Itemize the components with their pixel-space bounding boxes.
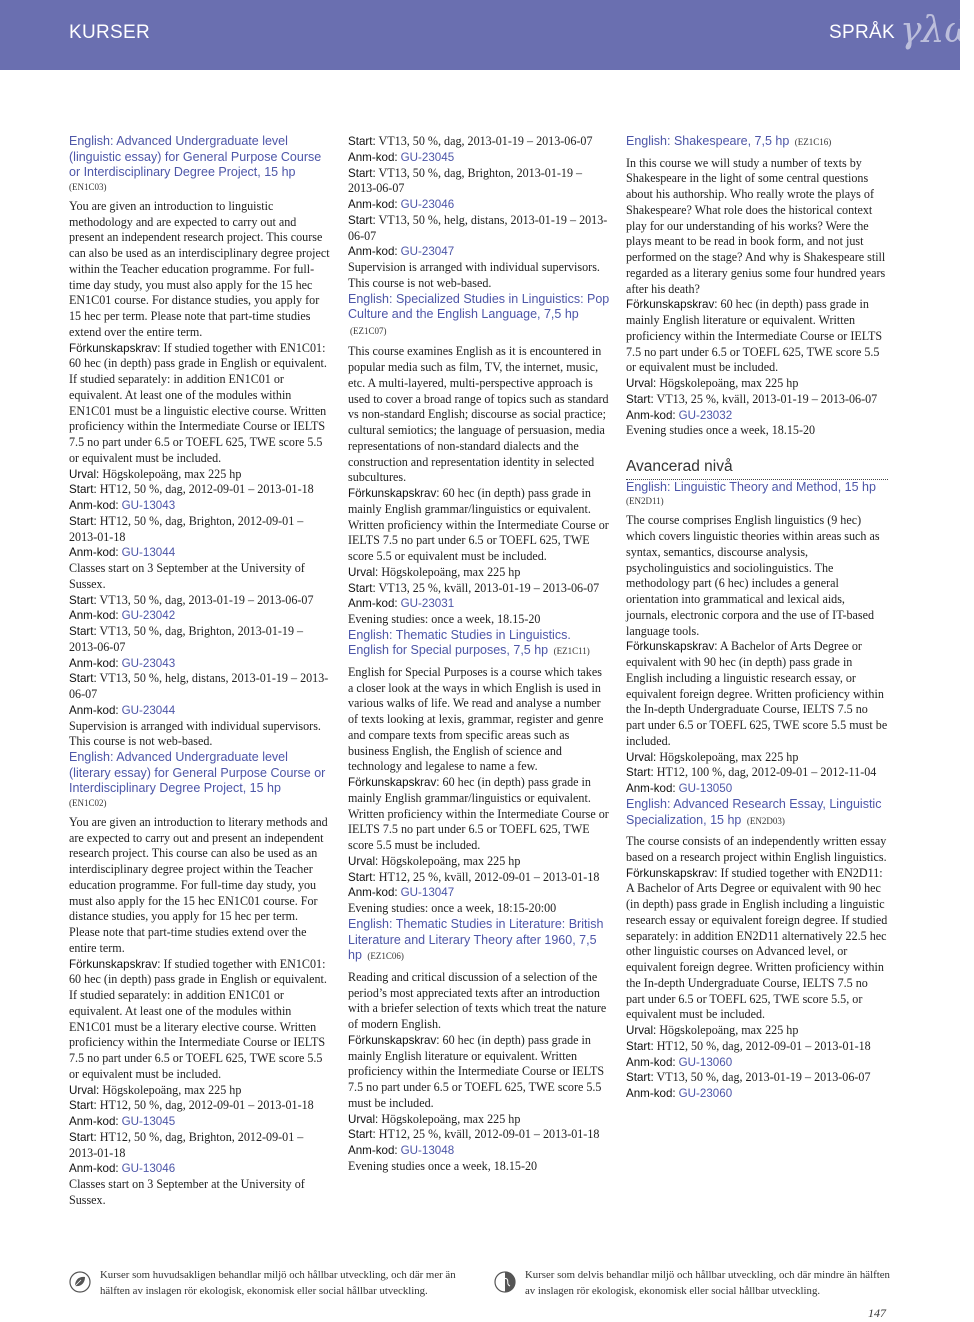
- prerequisites-text: If studied together with EN2D11: A Bachelor of Arts Degree or equivalent with 90 hec (in depth) pass grade in English including a linguistic research essay or equivalent foreign degree. If studied separately: in addition EN2D11 alternatively 22.5 hec other linguistic courses on Advanced level, or equivalent foreign degree. Written proficiency within the In-depth Undergraduate Course, IELTS 7.5 no part under 6.5 or TOEFL 625, TWE score 5.5, or equivalent must be included.: [626, 865, 888, 1022]
- course-description: The course consists of an independently written essay based on a research project within English linguistics.: [626, 834, 887, 864]
- start-text: VT13, 25 %, kväll, 2013-01-19 – 2013-06-07: [656, 391, 878, 406]
- course-note: Classes start on 3 September at the University of Sussex.: [69, 561, 305, 591]
- start-row: [626, 1039, 888, 1055]
- prerequisites-text: 60 hec (in depth) pass grade in mainly English literature or equivalent. Written proficiency within the Intermediate Course or IELTS 7.5 no part under 6.5 or TOEFL 625, TWE score 5.5 must be included.: [348, 1032, 605, 1110]
- application-code: GU-23043: [121, 656, 176, 670]
- start-row: [69, 1130, 331, 1162]
- start-row: [626, 765, 888, 781]
- selection-text: Högskolepoäng, max 225 hp: [102, 1082, 242, 1097]
- start-text: HT12, 50 %, dag, Brighton, 2012-09-01 – 2013-01-18: [69, 513, 304, 544]
- prerequisites: [348, 1033, 610, 1112]
- application-code-label: Anm-kod:: [348, 1144, 398, 1157]
- application-code-label: Anm-kod:: [69, 656, 119, 670]
- prerequisites-text: If studied together with EN1C01: 60 hec (in depth) pass grade in English or equivalent. If studied separately: in addition EN1C01 or equivalent. At least one of the modules within EN1C01 must be a literary elective course. Written proficiency within the Intermediate Course or IELTS 7.5 no part under 6.5 or TOEFL 625, TWE score 5.5 or equivalent must be included.: [69, 956, 327, 1081]
- application-code: GU-23045: [400, 150, 455, 164]
- start-text: VT13, 25 %, kväll, 2013-01-19 – 2013-06-07: [378, 580, 600, 595]
- start-row: [69, 593, 331, 609]
- start-label: Start:: [348, 581, 376, 595]
- application-code-row: [626, 1055, 888, 1071]
- start-label: Start:: [69, 1099, 97, 1113]
- application-code: GU-13050: [678, 782, 733, 796]
- start-text: HT12, 50 %, dag, Brighton, 2012-09-01 – 2013-01-18: [69, 1129, 304, 1160]
- prerequisites-label: Förkunskapskrav:: [626, 866, 718, 880]
- application-code-label: Anm-kod:: [348, 886, 398, 900]
- prerequisites-text: 60 hec (in depth) pass grade in mainly English grammar/linguistics or equivalent. Written proficiency within the Intermediate Course or IELTS 7.5 no part under 6.5 or TOEFL 625, TWE score 5.5 must be included.: [348, 775, 609, 853]
- course-title-text: English: Thematic Studies in Literature: British Literature and Literary Theory after 1960, 7,5 hp: [348, 916, 604, 963]
- course-description: You are given an introduction to linguistic methodology and are expected to carry out and present an independent research project. This course can also be used as an interdisciplinary degree project within the Teacher education programme. For full-time day study, you must also apply for the 15 hec EN1C01 course. For distance studies, you apply for 15 hec per term. Please note that part-time studies extend over the entire term.: [69, 198, 330, 339]
- start-label: Start:: [348, 213, 376, 227]
- start-row: [348, 1127, 610, 1143]
- prerequisites: [348, 775, 610, 854]
- application-code-row: [69, 656, 331, 672]
- start-row: [69, 624, 331, 656]
- course-note: Supervision is arranged with individual supervisors. This course is not web-based.: [69, 718, 321, 749]
- section-heading-advanced-level: Avancerad nivå: [626, 459, 888, 480]
- selection: [69, 467, 331, 483]
- selection-label: Urval:: [69, 467, 100, 481]
- course-code: (EN2D03): [746, 815, 785, 826]
- start-row: [348, 870, 610, 886]
- course-note: Evening studies once a week, 18.15-20: [348, 1158, 538, 1173]
- selection-label: Urval:: [626, 1024, 657, 1038]
- start-text: VT13, 50 %, helg, distans, 2013-01-19 – 2013-06-07: [69, 671, 329, 702]
- start-row: [69, 671, 331, 703]
- application-code-row: [626, 781, 888, 797]
- course-code: (EN1C02): [69, 797, 107, 808]
- header-subject-label: SPRÅK: [829, 22, 895, 43]
- application-code: GU-23060: [678, 1087, 733, 1101]
- prerequisites: [626, 297, 888, 376]
- prerequisites-text: 60 hec (in depth) pass grade in mainly English literature or equivalent. Written proficiency within the Intermediate Course or IELTS 7.5 no part under 6.5 or TOEFL 625, TWE score 5.5 or equivalent must be included.: [626, 297, 883, 375]
- start-label: Start:: [626, 1071, 654, 1085]
- course-title: [348, 292, 610, 340]
- selection-label: Urval:: [348, 1112, 379, 1126]
- course-code: (EZ1C11): [553, 646, 590, 657]
- application-code-row: [69, 703, 331, 719]
- start-text: VT13, 50 %, dag, 2013-01-19 – 2013-06-07: [656, 1070, 871, 1085]
- course-title: English: Linguistic Theory and Method, 15 hp: [626, 479, 876, 494]
- application-code-row: [69, 1114, 331, 1130]
- header-section-label: KURSER: [69, 22, 150, 43]
- application-code: GU-23046: [400, 198, 455, 211]
- start-label: Start:: [348, 1128, 376, 1142]
- prerequisites-label: Förkunskapskrav:: [626, 298, 718, 312]
- application-code: GU-23031: [400, 597, 455, 611]
- prerequisites-label: Förkunskapskrav:: [69, 957, 161, 971]
- start-text: VT13, 50 %, dag, Brighton, 2013-01-19 – 2013-06-07: [69, 624, 304, 654]
- application-code: GU-23044: [121, 703, 176, 717]
- course-note: Evening studies: once a week, 18.15-20: [348, 612, 541, 627]
- course-note: Evening studies: once a week, 18:15-20:00: [348, 901, 557, 916]
- application-code-label: Anm-kod:: [626, 1087, 676, 1101]
- application-code-label: Anm-kod:: [69, 499, 119, 513]
- start-text: VT13, 50 %, dag, Brighton, 2013-01-19 – 2013-06-07: [348, 165, 583, 196]
- column-2: [348, 134, 610, 1175]
- course-note: Evening studies once a week, 18.15-20: [626, 423, 816, 438]
- start-label: Start:: [348, 135, 376, 148]
- start-text: HT12, 25 %, kväll, 2012-09-01 – 2013-01-18: [378, 869, 600, 884]
- selection-text: Högskolepoäng, max 225 hp: [102, 466, 242, 481]
- prerequisites: [626, 639, 888, 749]
- application-code-row: [348, 150, 610, 166]
- start-text: VT13, 50 %, helg, distans, 2013-01-19 – 2013-06-07: [348, 212, 608, 243]
- selection: [348, 854, 610, 870]
- selection-label: Urval:: [348, 854, 379, 868]
- course-title-text: English: Thematic Studies in Linguistics. English for Special purposes, 7,5 hp: [348, 627, 571, 658]
- start-label: Start:: [348, 166, 376, 180]
- start-label: Start:: [69, 593, 97, 607]
- prerequisites-text: 60 hec (in depth) pass grade in mainly English grammar/linguistics or equivalent. Written proficiency within the Intermediate Course or IELTS 7.5 no part under 6.5 or TOEFL 625, TWE score 5.5 or equivalent must be included.: [348, 486, 609, 564]
- course-description: Reading and critical discussion of a selection of the period’s most appreciated texts after an introduction with a briefer selection of texts which treat the nature of modern English.: [348, 969, 607, 1031]
- application-code: GU-13048: [400, 1144, 455, 1157]
- application-code-row: [348, 197, 610, 213]
- start-label: Start:: [69, 1130, 97, 1144]
- application-code-row: [69, 498, 331, 514]
- application-code: GU-13045: [121, 1115, 176, 1129]
- selection: [69, 1083, 331, 1099]
- selection-text: Högskolepoäng, max 225 hp: [381, 1111, 521, 1126]
- course-code: (EN1C03): [69, 181, 107, 192]
- course-description: English for Special Purposes is a course which takes a closer look at the ways in which English is used in various walks of life. We read and analyse a number of texts looking at lexis, grammar, register and genre and compare texts from specific areas such as business English, the English of science and technology and legalese to name a few.: [348, 664, 604, 774]
- start-text: HT12, 100 %, dag, 2012-09-01 – 2012-11-04: [656, 765, 877, 780]
- page-header-band: [0, 0, 974, 70]
- prerequisites-text: If studied together with EN1C01: 60 hec (in depth) pass grade in English or equivalent. If studied separately: in addition EN1C01 or equivalent. At least one of the modules within EN1C01 must be a linguistic elective course. Written proficiency within the Intermediate Course or IELTS 7.5 no part under 6.5 or TOEFL 625, TWE score 5.5 or equivalent must be included.: [69, 340, 327, 465]
- application-code-row: [626, 1086, 888, 1102]
- application-code: GU-23047: [400, 245, 455, 259]
- course-title-text: English: Advanced Research Essay, Linguistic Specialization, 15 hp: [626, 796, 882, 827]
- application-code-label: Anm-kod:: [69, 609, 119, 623]
- selection: [348, 565, 610, 581]
- prerequisites-label: Förkunskapskrav:: [348, 1033, 440, 1047]
- start-row: [348, 166, 610, 198]
- start-text: HT12, 50 %, dag, 2012-09-01 – 2013-01-18: [656, 1038, 871, 1053]
- prerequisites: [69, 957, 331, 1083]
- course-title: [626, 797, 888, 829]
- column-1: [69, 134, 331, 1209]
- application-code-label: Anm-kod:: [626, 782, 676, 796]
- selection-text: Högskolepoäng, max 225 hp: [659, 749, 799, 764]
- application-code-label: Anm-kod:: [69, 1115, 119, 1129]
- course-description: In this course we will study a number of texts by Shakespeare in the light of some central questions about his authorship. Who really wrote the plays of Shakespeare? What role does the historical context play for our understanding of his works? Were the plays meant to be read in book form, and not just performed on the stage? And why is Shakespeare still regarded as a literary genius some four hundred years after his death?: [626, 155, 886, 296]
- start-row: [626, 392, 888, 408]
- application-code-label: Anm-kod:: [69, 1162, 119, 1176]
- prerequisites-label: Förkunskapskrav:: [69, 341, 161, 355]
- course-description: The course comprises English linguistics (9 hec) which covers linguistic theories within areas such as syntax, semantics, discourse analysis, psycholinguistics and sociolinguistics. The methodology part (6 hec) includes a general orientation into grammatical and lexical aids, journals, electronic corpora and the use of IT-based language tools.: [626, 513, 880, 638]
- start-label: Start:: [626, 1039, 654, 1053]
- prerequisites-label: Förkunskapskrav:: [348, 776, 440, 790]
- application-code-label: Anm-kod:: [348, 245, 398, 259]
- application-code-row: [69, 545, 331, 561]
- application-code: GU-23032: [678, 408, 733, 422]
- leaf-icon: [69, 1271, 91, 1293]
- application-code: GU-13046: [121, 1162, 176, 1176]
- application-code-row: [69, 1161, 331, 1177]
- application-code: GU-13043: [121, 499, 176, 513]
- course-description: This course examines English as it is encountered in popular media such as film, TV, the internet, music, etc. A multi-layered, multi-perspective approach is used to cover a broad range of topics such as standard vs non-standard English; discourse as social practice; cultural semiotics; the language of persuasion, media representations of non-standard dialects and the construction and representation identity in selected subcultures.: [348, 344, 609, 485]
- prerequisites-text: A Bachelor of Arts Degree or equivalent with 90 hec (in depth) pass grade in English including a linguistic research essay, or equivalent foreign degree. Written proficiency within the In-depth Undergraduate Course, IELTS 7.5 no part under 6.5 or TOEFL 625, TWE score 5.5 must be included.: [626, 639, 888, 748]
- selection-text: Högskolepoäng, max 225 hp: [659, 376, 799, 391]
- application-code-row: [348, 1143, 610, 1159]
- start-text: VT13, 50 %, dag, 2013-01-19 – 2013-06-07: [99, 592, 314, 607]
- prerequisites: [348, 486, 610, 565]
- course-code: (EZ1C16): [794, 137, 832, 147]
- course-title: [348, 628, 610, 660]
- application-code-row: [348, 885, 610, 901]
- application-code-label: Anm-kod:: [69, 546, 119, 560]
- application-code-row: [348, 244, 610, 260]
- start-row: [348, 581, 610, 597]
- selection-text: Högskolepoäng, max 225 hp: [381, 853, 521, 868]
- course-note: Classes start on 3 September at the University of Sussex.: [69, 1177, 305, 1207]
- start-label: Start:: [626, 392, 654, 406]
- start-row: [69, 514, 331, 546]
- start-label: Start:: [69, 672, 97, 686]
- globe-icon: [494, 1271, 516, 1293]
- selection: [626, 750, 888, 766]
- footer-note-primary: Kurser som huvudsakligen behandlar miljö och hållbar utveckling, och där mer än hälften av inslagen rör ekologisk, ekonomisk eller social hållbar utveckling.: [100, 1269, 456, 1297]
- prerequisites-label: Förkunskapskrav:: [626, 640, 718, 654]
- start-row: [69, 1098, 331, 1114]
- application-code-label: Anm-kod:: [348, 150, 398, 164]
- application-code: GU-13060: [678, 1055, 733, 1069]
- start-label: Start:: [626, 766, 654, 780]
- start-row: [69, 482, 331, 498]
- start-label: Start:: [348, 870, 376, 884]
- course-code: (EZ1C06): [367, 951, 404, 962]
- course-title: [626, 134, 888, 151]
- selection-text: Högskolepoäng, max 225 hp: [659, 1023, 799, 1038]
- course-code: (EN2D11): [626, 496, 664, 507]
- application-code-label: Anm-kod:: [348, 597, 398, 611]
- course-code: (EZ1C07): [350, 325, 387, 336]
- course-title: English: Advanced Undergraduate level (linguistic essay) for General Purpose Course or Interdisciplinary Degree Project, 15 hp: [69, 134, 322, 180]
- page-number: 147: [868, 1306, 886, 1320]
- prerequisites: [69, 341, 331, 467]
- application-code-row: [69, 608, 331, 624]
- start-text: HT12, 50 %, dag, 2012-09-01 – 2013-01-18: [99, 1098, 314, 1113]
- selection-label: Urval:: [626, 377, 657, 391]
- selection: [626, 376, 888, 392]
- selection-label: Urval:: [348, 565, 379, 579]
- start-label: Start:: [69, 625, 97, 639]
- course-title-text: English: Specialized Studies in Linguistics: Pop Culture and the English Language, 7,5 hp: [348, 291, 610, 322]
- application-code-row: [348, 596, 610, 612]
- application-code-label: Anm-kod:: [626, 408, 676, 422]
- application-code-label: Anm-kod:: [626, 1055, 676, 1069]
- application-code: GU-13044: [121, 546, 176, 560]
- start-label: Start:: [69, 514, 97, 528]
- header-greek-glyph: γλώ: [900, 10, 974, 51]
- footer-note-secondary: Kurser som delvis behandlar miljö och hållbar utveckling, och där mindre än hälften av inslagen rör ekologisk, ekonomisk eller social hållbar utveckling.: [525, 1269, 890, 1297]
- selection-text: Högskolepoäng, max 225 hp: [381, 564, 521, 579]
- prerequisites: [626, 866, 888, 1024]
- selection-label: Urval:: [626, 750, 657, 764]
- application-code-label: Anm-kod:: [69, 703, 119, 717]
- start-text: VT13, 50 %, dag, 2013-01-19 – 2013-06-07: [378, 134, 593, 148]
- selection: [348, 1112, 610, 1128]
- course-title-text: English: Shakespeare, 7,5 hp: [626, 134, 790, 148]
- start-label: Start:: [69, 483, 97, 497]
- course-description: You are given an introduction to literary methods and are expected to carry out and present an independent research project. This course can also be used as an interdisciplinary degree project within the Teacher education programme. For full-time day study, you must also apply for the 15 hec EN1C01 course. For distance studies, you apply for 15 hec per term. Please note that part-time studies extend over the entire term.: [69, 814, 328, 955]
- start-row: [626, 1070, 888, 1086]
- course-title: English: Advanced Undergraduate level (literary essay) for General Purpose Course or Interdisciplinary Degree Project, 15 hp: [69, 750, 326, 796]
- application-code: GU-23042: [121, 609, 176, 623]
- course-title: [348, 917, 610, 965]
- column-3: [626, 134, 888, 1102]
- selection-label: Urval:: [69, 1083, 100, 1097]
- start-row: [348, 213, 610, 245]
- start-text: HT12, 50 %, dag, 2012-09-01 – 2013-01-18: [99, 482, 314, 497]
- selection: [626, 1023, 888, 1039]
- start-text: HT12, 25 %, kväll, 2012-09-01 – 2013-01-18: [378, 1127, 600, 1142]
- application-code-label: Anm-kod:: [348, 198, 398, 211]
- application-code-row: [626, 408, 888, 424]
- application-code: GU-13047: [400, 886, 455, 900]
- course-note: Supervision is arranged with individual supervisors. This course is not web-based.: [348, 260, 600, 290]
- start-row: [348, 134, 610, 150]
- prerequisites-label: Förkunskapskrav:: [348, 487, 440, 501]
